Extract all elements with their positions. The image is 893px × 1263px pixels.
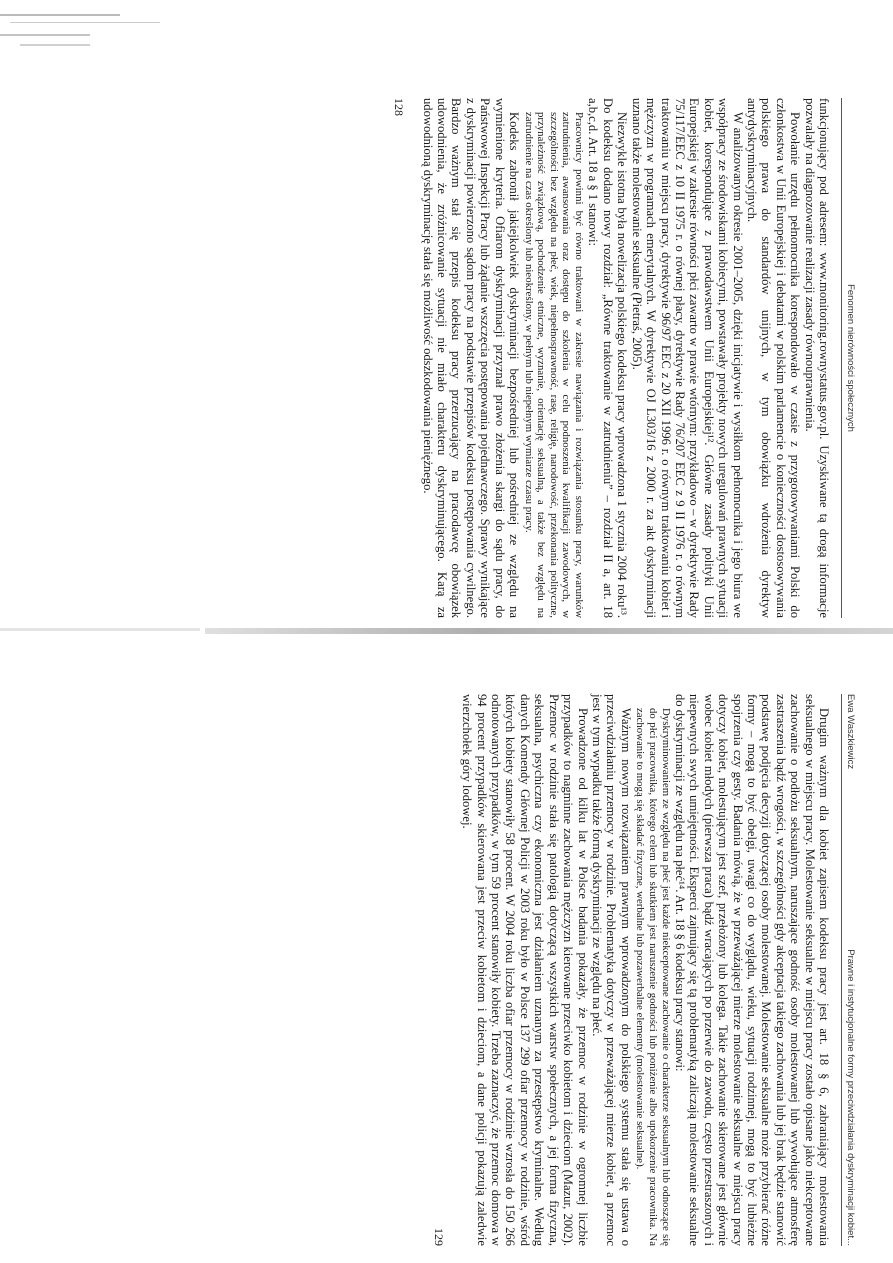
paragraph: Prowadzone od kilku lat w Polsce badania pokazały, że przemoc w rodzinie w ogromnej liczbie przypadków to nagminne zachowania mężczyzn kierowane przeciwko kobietom i dzieciom (Mazur, 2002). Przemoc w rodzinie stała się patologią dotyczącą wszystkich warstw społecznych, a jej forma fizyczna, seksualna, psychiczna czy ekonomiczna jest działaniem uznanym za przestępstwo kryminalne. Według danych Komendy Głównej Policji w 2003 roku było w Polsce 137 299 ofiar przemocy w rodzinie, wśród których kobiety stanowiły 58 procent. W 2004 roku liczba ofiar przemocy w rodzinie wzrosła do 150 266 odnotowanych przypadków, w tym 59 procent stanowiły kobiety. Trzeba zaznaczyć, że przemoc domowa w 94 procent przypadków skierowana jest przeciw kobietom i dzieciom, a dane policji pokazują zaledwie wierzchołek góry lodowej.	[460, 694, 590, 1246]
block-quote: Dyskryminowaniem ze względu na płeć jest każde niekceptowane zachowanie o charakterze seksualnym lub odnoszące się do płci pracownika, którego celem lub skutkiem jest naruszenie godności lub poniżenie albo upokorzenie pracownika. Na zachowanie to mogą się składać fizyczne, werbalne lub pozawerbalne elementy (molestowanie seksualne).	[634, 708, 672, 1246]
scan-artifact	[0, 0, 200, 60]
running-head	[841, 694, 856, 1246]
page-fold-shadow-left	[0, 628, 200, 631]
text-column	[420, 98, 831, 618]
paragraph: Kodeks zabronił jakiejkolwiek dyskryminacji bezpośredniej lub pośredniej ze względu na wymienione kryteria. Ofiarom dyskryminacji przyznał prawo złożenia skargi do sądu pracy, do Państwowej Inspekcji Pracy lub żądanie wszczęcia postępowania pojednawczego. Sprawy wynikające z dyskryminacji powierzono sądom pracy na podstawie przepisów kodeksu postępowania cywilnego. Bardzo ważnym stał się przepis kodeksu pracy przerzucający na pracodawcę obowiązek udowodnienia, że zróżnicowanie sytuacji nie miało charakteru dyskryminującego. Karą za udowodnioną dyskryminację stała się możliwość odszkodowania pieniężnego.	[420, 98, 522, 618]
running-head-title: Prawne i instytucjonalne formy przeciwdziałania dyskryminacji kobiet...	[845, 949, 856, 1246]
paragraph: Ważnym nowym rozwiązaniem prawnym wprowadzonym do polskiego systemu stała się ustawa o przeciwdziałaniu przemocy w rodzinie. Problematyka dotyczy w przeważającej mierze kobiet, a przemoc jest w tym wypadku także formą dyskryminacji ze względu na płeć.	[589, 694, 633, 1246]
page-number: 129	[431, 1228, 446, 1246]
paragraph: W analizowanym okresie 2001–2005, dzięki inicjatywie i wysiłkom pełnomocnika i jego biura we współpracy ze środowiskami kobiecymi, powstawały projekty nowych uregulowań prawnych sytuacji kobiet, korespondujące z prawodawstwem Unii Europejskiej¹². Główne zasady polityki Unii Europejskiej w zakresie równości płci zawarto w prawie wtórnym: przykładowo – w dyrektywie Rady 75/117/EEC z 10 II 1975 r. o równej płacy, dyrektywie Rady 76/207 EEC z 9 II 1976 r. o równym traktowaniu w miejscu pracy, dyrektywie 96/97 EEC z 20 XII 1996 r. o równym traktowaniu kobiet i mężczyzn w programach emerytalnych. W dyrektywie OJ L303/16 z 2000 r. za akt dyskryminacji uznano także molestowanie seksualne (Pietraś, 2005).	[629, 98, 745, 618]
paragraph: Niezwykle istotna była nowelizacja polskiego kodeksu pracy wprowadzona 1 stycznia 2004 roku¹³. Do kodeksu dodano nowy rozdział: „Równe traktowanie w zatrudnieniu” – rozdział II a, art. 18 a,b,c,d. Art. 18 a § 1 stanowi:	[586, 98, 630, 618]
page-fold-shadow	[205, 628, 893, 634]
paragraph: Powołanie urzędu pełnomocnika korespondowało w czasie z przygotowywaniami Polski do członkostwa w Unii Europejskiej i debatami w polskim parlamencie o konieczności dostosowywania polskiego prawa do standardów unijnych, w tym obowiązku wdrożenia dyrektyw antydyskryminacyjnych.	[744, 98, 803, 618]
paragraph: funkcjonujący pod adresem: www.monitoring.rownystatus.gov.pl. Uzyskiwane tą drogą informacje pozwalały na diagnozowanie realizacji zasady równouprawnienia.	[802, 98, 831, 618]
left-page	[391, 98, 856, 618]
running-head-title: Fenomen nierówności społecznych	[845, 284, 856, 432]
block-quote: Pracownicy powinni być równo traktowani w zakresie nawiązania i rozwiązania stosunku pracy, warunków zatrudnienia, awansowania oraz dostępu do szkolenia w celu podnoszenia kwalifikacji zawodowych, w szczególności bez względu na płeć, wiek, niepełnosprawność, rasę, religię, narodowość, przekonania polityczne, przynależność związkową, pochodzenie etniczne, wyznanie, orientację seksualną, a także bez względu na zatrudnienie na czas określony lub nieokreślony, w pełnym lub niepełnym wymiarze czasu pracy.	[522, 112, 586, 618]
right-page	[431, 694, 856, 1246]
text-column	[460, 694, 831, 1246]
running-head-author: Ewa Waszkiewicz	[845, 694, 856, 770]
running-head	[841, 98, 856, 618]
paragraph: Drugim ważnym dla kobiet zapisem kodeksu pracy jest art. 18 § 6, zabraniający molestowania seksualnego w miejscu pracy. Molestowanie seksualne w miejscu pracy zostało opisane jako niekceptowane zachowanie o podłożu seksualnym, naruszające godność osoby molestowanej lub wywołujące atmosferę zastraszenia bądź wrogości, w szczególności gdy akceptacja takiego zachowania lub jej brak będzie stanowić podstawę podjęcia decyzji dotyczącej osoby molestowanej. Molestowanie seksualne może przybierać różne formy – mogą to być obelgi, uwagi co do wyglądu, wieku, sytuacji rodzinnej, mogą to być lubieżne spojrzenia czy gesty. Badania mówią, że w przeważającej mierze molestowanie seksualne w miejscu pracy dotyczy kobiet, molestującym jest szef, przełożony lub kolega. Takie zachowanie skierowane jest głównie wobec kobiet młodych (pierwsza praca) bądź wracających po przerwie do zawodu, często przestraszonych i niepewnych swych umiejętności. Eksperci zajmujący się tą problematyką zaliczają molestowanie seksualne do dyskryminacji ze względu na płeć¹⁴. Art. 18 § 6 kodeksu pracy stanowi:	[672, 694, 831, 1246]
page-number: 128	[392, 98, 407, 116]
